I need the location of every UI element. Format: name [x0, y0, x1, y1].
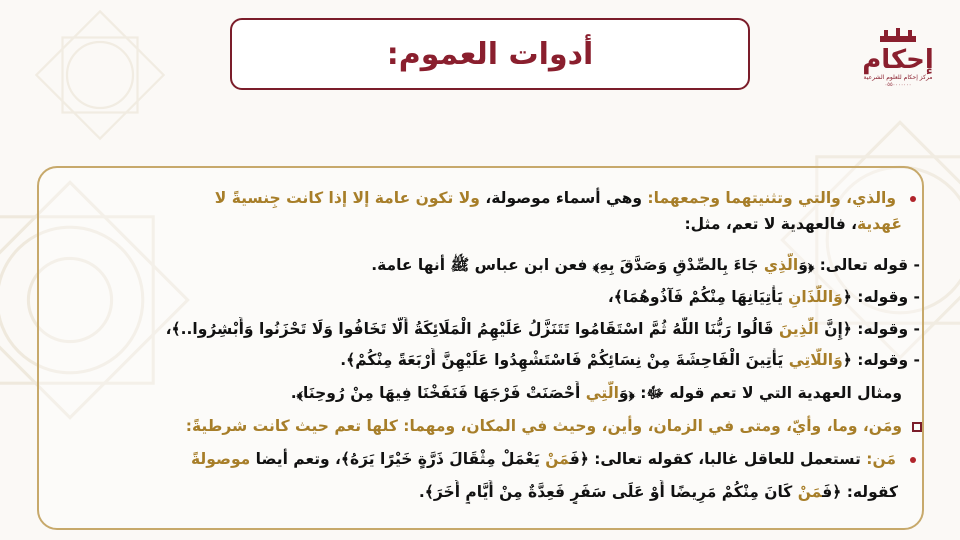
text-line: [68, 480, 898, 504]
text-line: [40, 285, 920, 309]
text-segment: وهي أسماء موصولة،: [479, 189, 648, 207]
text-line: [72, 212, 902, 236]
text-segment: يَعْمَلْ مِثْقَالَ ذَرَّةٍ خَيْرًا يَرَهُ﴾، وتعم أيضا: [250, 450, 546, 468]
text-line: [56, 447, 916, 471]
text-segment: جَاءَ بِالصِّدْقِ وَصَدَّقَ بِهِ﴾ فعن ابن عباس ﷺ أنها عامة.: [371, 256, 764, 274]
logo-subtitle: مركز إحكام للعلوم الشرعية: [863, 74, 933, 81]
logo: [854, 28, 942, 98]
background-ornament-icon: [10, 0, 190, 150]
text-segment: مَنْ: [545, 450, 570, 468]
logo-phone: ٠٥٥٠٠٠٠٠٠٠: [884, 82, 912, 88]
text-segment: وَاللَّذَانِ: [788, 288, 843, 306]
text-segment: كَانَ مِنْكُمْ مَرِيضًا أَوْ عَلَى سَفَرٍ فَعِدَّةٌ مِنْ أَيَّامٍ أُخَرَ﴾.: [418, 483, 798, 501]
text-segment: أَحْصَنَتْ فَرْجَهَا فَنَفَخْنَا فِيهَا مِنْ رُوحِنَا﴾.: [290, 384, 586, 402]
text-segment: يَأْتِيَانِهَا مِنْكُمْ فَآذُوهُمَا﴾،: [607, 288, 789, 306]
text-segment: ومَن، وما، وأيّ، ومتى في الزمان، وأين، وحيث في المكان، ومهما: كلها تعم حيث كانت شرطيةً:: [185, 417, 902, 435]
text-segment: مَن:: [866, 450, 896, 468]
text-line: [40, 348, 920, 372]
title-box: [230, 18, 750, 90]
text-segment: كقوله: ﴿فَ: [822, 483, 898, 501]
bullet-dot-icon: [910, 457, 916, 463]
text-segment: عَهدية: [857, 215, 902, 233]
text-segment: تستعمل للعاقل غالبا، كقوله تعالى: ﴿فَ: [569, 450, 867, 468]
slide-title: أدوات العموم:: [386, 36, 594, 72]
text-segment: - قوله تعالى: ﴿وَ: [798, 256, 920, 274]
text-line: [40, 317, 920, 341]
text-segment: ، فالعهدية لا تعم، مثل:: [684, 215, 857, 233]
bullet-dot-icon: [910, 196, 916, 202]
logo-wordmark: إحكام: [862, 45, 934, 75]
square-bullet-icon: [912, 422, 922, 432]
text-segment: ومثال العهدية التي لا تعم قوله ﷻ: ﴿وَ: [618, 384, 902, 402]
text-line: [42, 381, 902, 405]
text-segment: - وقوله: ﴿: [842, 288, 920, 306]
text-segment: الَّذِي: [763, 256, 799, 274]
text-segment: - وقوله: ﴿: [842, 351, 920, 369]
text-segment: قَالُوا رَبُّنَا اللَّهُ ثُمَّ اسْتَقَامُوا تَتَنَزَّلُ عَلَيْهِمُ الْمَلَائِكَةُ أَلَّا تَخَافُوا وَلَا تَحْزَنُوا وَأَبْشِرُوا..﴾،: [165, 320, 779, 338]
text-segment: موصولةً: [191, 450, 251, 468]
text-segment: يَأْتِينَ الْفَاحِشَةَ مِنْ نِسَائِكُمْ فَاسْتَشْهِدُوا عَلَيْهِنَّ أَرْبَعَةً مِنْكُمْ﴾.: [340, 351, 789, 369]
text-line: [32, 414, 922, 438]
text-segment: ولا تكون عامة إلا إذا كانت جِنسيةً لا: [214, 189, 480, 207]
text-segment: الَّتِي: [585, 384, 619, 402]
logo-mark-icon: [878, 28, 918, 44]
text-segment: - وقوله: ﴿إِنَّ: [818, 320, 920, 338]
text-segment: والذي، والتي وتثنيتهما وجمعهما:: [647, 189, 896, 207]
text-segment: وَاللَّاتِي: [788, 351, 843, 369]
text-line: [56, 186, 916, 210]
text-segment: مَنْ: [797, 483, 823, 501]
text-line: [40, 253, 920, 277]
text-segment: الَّذِينَ: [778, 320, 819, 338]
